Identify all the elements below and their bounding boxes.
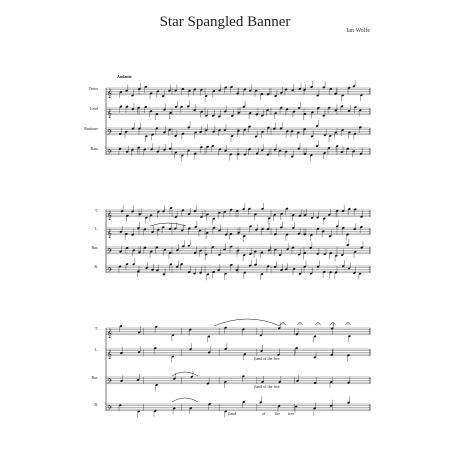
slur-icon <box>150 223 186 226</box>
slur-icon <box>172 372 198 376</box>
part-label-bass: Bass <box>90 146 98 151</box>
part-label-lead-short: L. <box>94 347 98 352</box>
treble-clef-icon: 𝄞 <box>107 328 112 338</box>
part-label-baritone-short: Bar. <box>91 375 98 380</box>
slur-icon <box>214 319 280 326</box>
treble-clef-icon: 𝄞 <box>107 88 112 98</box>
tempo-marking: Andante <box>117 74 132 79</box>
treble-clef-icon: 𝄞 <box>107 210 112 220</box>
lyric-bass-word: (land <box>228 411 237 416</box>
fermata-dot <box>348 324 349 325</box>
part-label-bass-short: B. <box>94 264 98 269</box>
lyric-bass-word: free <box>288 411 295 416</box>
part-label-tenor-short: T. <box>94 326 98 331</box>
treble-clef-icon: 𝄞 <box>107 349 112 359</box>
bass-clef-icon: 𝄢 <box>107 266 113 276</box>
part-label-baritone: Baritone <box>84 126 98 131</box>
fermata-dot <box>318 324 319 325</box>
fermata-dot <box>333 324 334 325</box>
part-label-lead: Lead <box>90 106 98 111</box>
part-label-tenor-short: T. <box>94 208 98 213</box>
fermata-dot <box>283 324 284 325</box>
bass-clef-icon: 𝄢 <box>107 404 113 414</box>
bass-clef-icon: 𝄢 <box>107 247 113 257</box>
bass-clef-icon: 𝄢 <box>107 377 113 387</box>
slurs-and-fermatas <box>150 223 351 402</box>
part-label-lead-short: L. <box>94 226 98 231</box>
part-label-bass-short: B. <box>94 402 98 407</box>
lyric-bass-word: ) <box>313 411 315 416</box>
fermata-dot <box>300 324 301 325</box>
lyric-bass-word: of <box>262 411 266 416</box>
treble-clef-icon: 𝄞 <box>107 108 112 118</box>
bass-clef-icon: 𝄢 <box>107 148 113 158</box>
slur-icon <box>172 398 198 402</box>
part-label-tenor: Tenor <box>88 86 98 91</box>
composer-name: Ian Wolfe <box>346 28 370 34</box>
part-label-baritone-short: Bar. <box>91 245 98 250</box>
treble-clef-icon: 𝄞 <box>107 228 112 238</box>
lyric-baritone: (land of the free <box>254 384 280 389</box>
lyric-lead: (land of the free <box>254 356 280 361</box>
lyric-bass-word: the <box>275 411 280 416</box>
score-title: Star Spangled Banner <box>159 14 291 30</box>
bass-clef-icon: 𝄢 <box>107 128 113 138</box>
